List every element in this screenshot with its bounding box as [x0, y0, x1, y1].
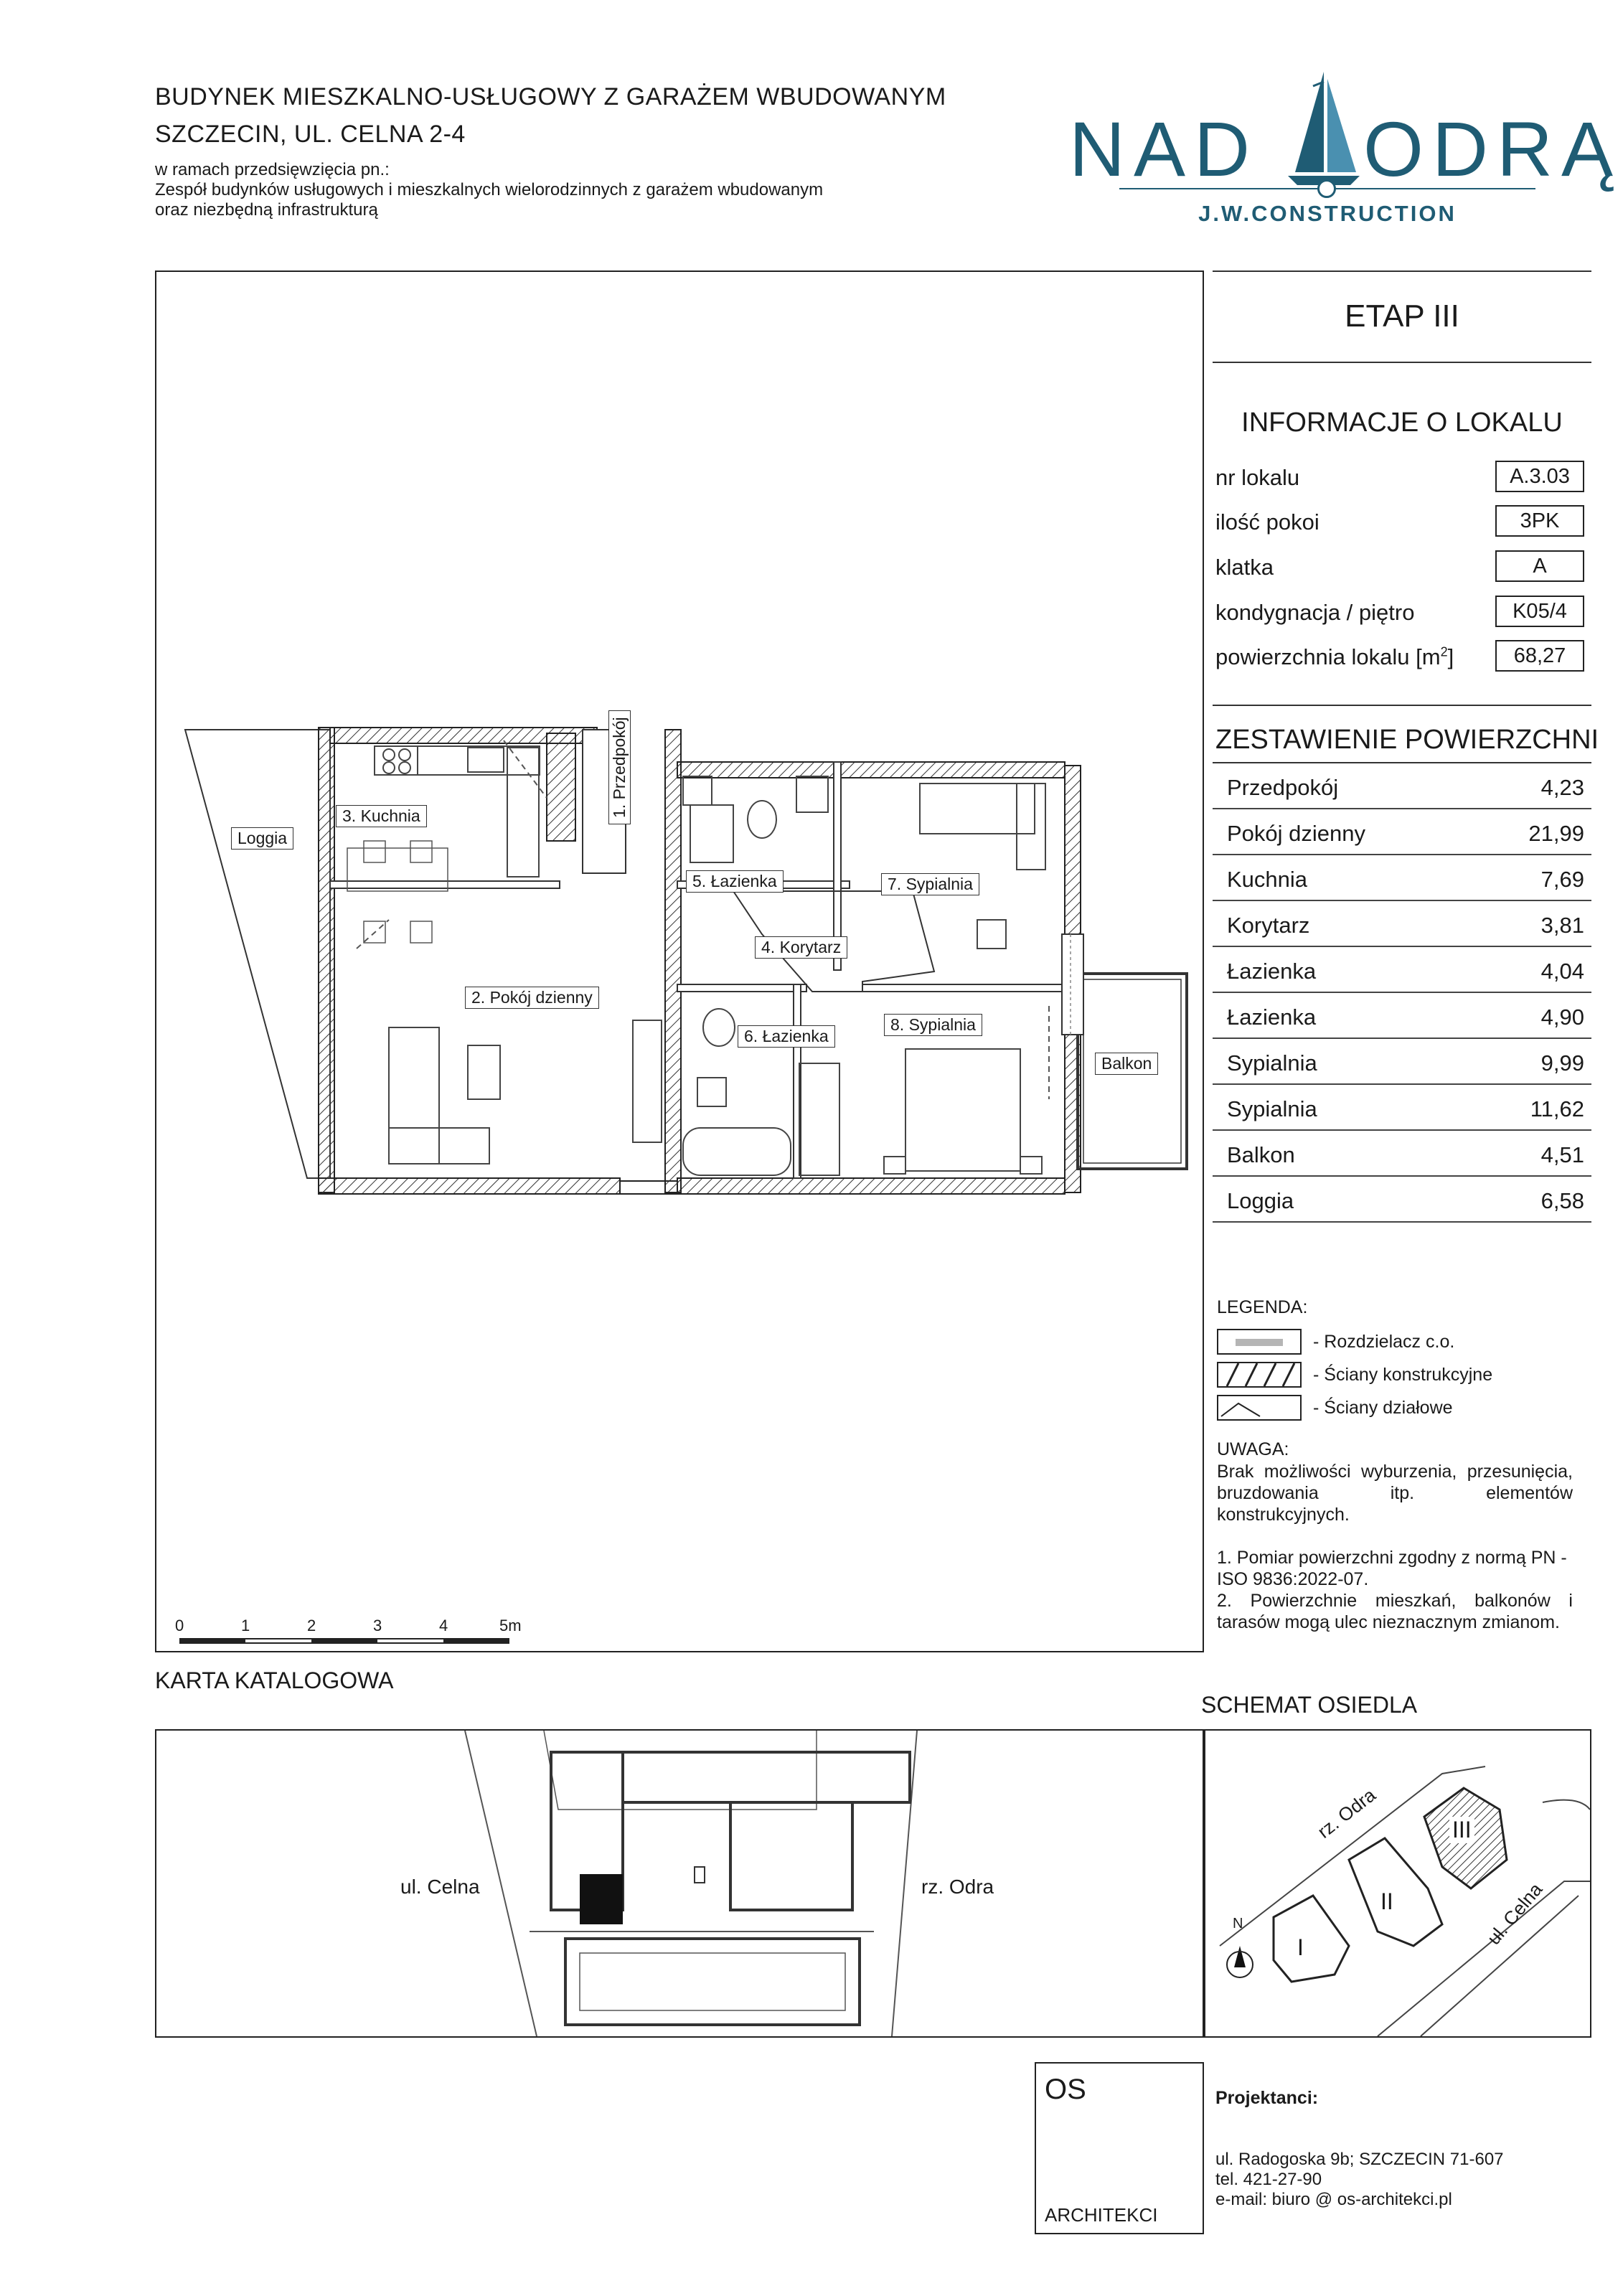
north-label: N	[1233, 1916, 1243, 1932]
project-intro: w ramach przedsięwzięcia pn.:	[155, 160, 390, 179]
info-value-kondygnacja: K05/4	[1495, 596, 1584, 627]
designers-email: e-mail: biuro @ os-architekci.pl	[1215, 2190, 1452, 2209]
info-title: INFORMACJE O LOKALU	[1241, 408, 1563, 438]
room-kuchnia: 3. Kuchnia	[336, 805, 427, 827]
notes-text-2: 1. Pomiar powierzchni zgodny z normą PN - ISO 9836:2022-07.	[1217, 1548, 1567, 1589]
summary-row: Balkon 4,51	[1213, 1131, 1591, 1177]
floor-plan-frame	[155, 270, 1204, 1652]
scale-tick-2: 2	[307, 1617, 316, 1634]
building-address: SZCZECIN, UL. CELNA 2-4	[155, 121, 466, 148]
logo-company: J.W.CONSTRUCTION	[1198, 201, 1457, 226]
logo-word-right: ODRĄ	[1363, 105, 1622, 192]
schema-river: rz. Odra	[1313, 1784, 1380, 1843]
building-title: BUDYNEK MIESZKALNO-USŁUGOWY Z GARAŻEM WBUDOWANYM	[155, 83, 946, 110]
sailboat-icon	[1284, 65, 1363, 187]
site-plan-drawing	[156, 1731, 1203, 2036]
catalog-street: ul. Celna	[400, 1876, 480, 1898]
designers-address: ul. Radogoska 9b; SZCZECIN 71-607	[1215, 2150, 1504, 2169]
architect-box	[1035, 2062, 1204, 2234]
legend-item-rozdzielacz: - Rozdzielacz c.o.	[1313, 1332, 1455, 1352]
info-label-powierzchnia: powierzchnia lokalu $[m^2]$	[1215, 644, 1454, 669]
legend-item-konstrukcyjne: - Ściany konstrukcyjne	[1313, 1365, 1493, 1385]
project-name-line1: Zespół budynków usługowych i mieszkalnych wielorodzinnych z garażem wbudowanym	[155, 180, 824, 199]
summary-row: Korytarz 3,81	[1213, 901, 1591, 947]
room-pokoj-dzienny: 2. Pokój dzienny	[465, 987, 599, 1009]
info-value-nr: A.3.03	[1495, 461, 1584, 492]
catalog-river: rz. Odra	[921, 1876, 994, 1898]
room-loggia: Loggia	[231, 827, 293, 850]
summary-row: Sypialnia 11,62	[1213, 1085, 1591, 1131]
summary-title: ZESTAWIENIE POWIERZCHNI	[1215, 725, 1599, 755]
room-korytarz: 4. Korytarz	[755, 936, 847, 959]
summary-top-line	[1213, 705, 1591, 706]
summary-row: Łazienka 4,04	[1213, 947, 1591, 993]
legend-swatch-konstrukcyjne	[1217, 1362, 1302, 1388]
info-value-pokoi: 3PK	[1495, 505, 1584, 537]
schema-building-2: II	[1380, 1888, 1393, 1914]
summary-row: Łazienka 4,90	[1213, 993, 1591, 1039]
legend-title: LEGENDA:	[1217, 1297, 1308, 1317]
schema-map	[1204, 1729, 1591, 2038]
summary-row: Przedpokój 4,23	[1213, 763, 1591, 809]
info-value-powierzchnia: 68,27	[1495, 640, 1584, 672]
legend-swatch-dzialowe	[1217, 1395, 1302, 1421]
logo	[1069, 65, 1622, 230]
stage-divider	[1213, 362, 1591, 363]
schema-building-1: I	[1297, 1934, 1304, 1960]
legend-swatch-rozdzielacz	[1217, 1329, 1302, 1355]
scale-tick-3: 3	[373, 1617, 382, 1634]
scale-tick-5: 5m	[499, 1617, 522, 1634]
schema-building-3: III	[1449, 1817, 1474, 1843]
room-sypialnia-7: 7. Sypialnia	[881, 873, 979, 895]
room-lazienka-6: 6. Łazienka	[738, 1025, 835, 1048]
summary-row: Pokój dzienny 21,99	[1213, 809, 1591, 855]
designers-label: Projektanci:	[1215, 2088, 1319, 2108]
summary-row: Loggia 6,58	[1213, 1177, 1591, 1223]
schema-title: SCHEMAT OSIEDLA	[1201, 1692, 1418, 1718]
room-sypialnia-8: 8. Sypialnia	[884, 1014, 982, 1036]
info-label-klatka: klatka	[1215, 555, 1274, 580]
info-value-klatka: A	[1495, 550, 1584, 582]
summary-table	[1213, 763, 1591, 1237]
designers-phone: tel. 421-27-90	[1215, 2170, 1322, 2189]
project-name-line2: oraz niezbędną infrastrukturą	[155, 200, 378, 220]
catalog-title: KARTA KATALOGOWA	[155, 1667, 394, 1693]
notes-text-1: Brak możliwości wyburzenia, przesunięcia, bruzdowania itp. elementów konstrukcyjnych.	[1217, 1462, 1573, 1525]
panel-top-line	[1213, 270, 1591, 272]
notes-text-3: 2. Powierzchnie mieszkań, balkonów i tarasów mogą ulec nieznacznym zmianom.	[1217, 1591, 1573, 1632]
logo-word-left: NAD	[1069, 105, 1259, 192]
stage-title: ETAP III	[1345, 298, 1459, 334]
scale-tick-4: 4	[439, 1617, 448, 1634]
architect-logo-os: OS	[1045, 2074, 1086, 2105]
wheel-icon	[1317, 179, 1336, 198]
notes-title: UWAGA:	[1217, 1439, 1289, 1459]
summary-row: Kuchnia 7,69	[1213, 855, 1591, 901]
summary-row: Sypialnia 9,99	[1213, 1039, 1591, 1085]
scale-tick-1: 1	[241, 1617, 250, 1634]
info-label-nr: nr lokalu	[1215, 465, 1300, 490]
room-przedpokoj: 1. Przedpokój	[608, 710, 631, 824]
architect-logo-text: ARCHITEKCI	[1045, 2204, 1158, 2226]
info-label-pokoi: ilość pokoi	[1215, 509, 1319, 535]
info-label-kondygnacja: kondygnacja / piętro	[1215, 600, 1415, 625]
room-lazienka-5: 5. Łazienka	[686, 870, 784, 893]
room-balkon: Balkon	[1095, 1053, 1158, 1075]
schema-street: ul. Celna	[1482, 1878, 1547, 1949]
scale-tick-0: 0	[175, 1617, 184, 1634]
floor-plan-drawing	[156, 272, 1203, 1651]
catalog-map	[155, 1729, 1204, 2038]
legend-item-dzialowe: - Ściany działowe	[1313, 1398, 1453, 1418]
